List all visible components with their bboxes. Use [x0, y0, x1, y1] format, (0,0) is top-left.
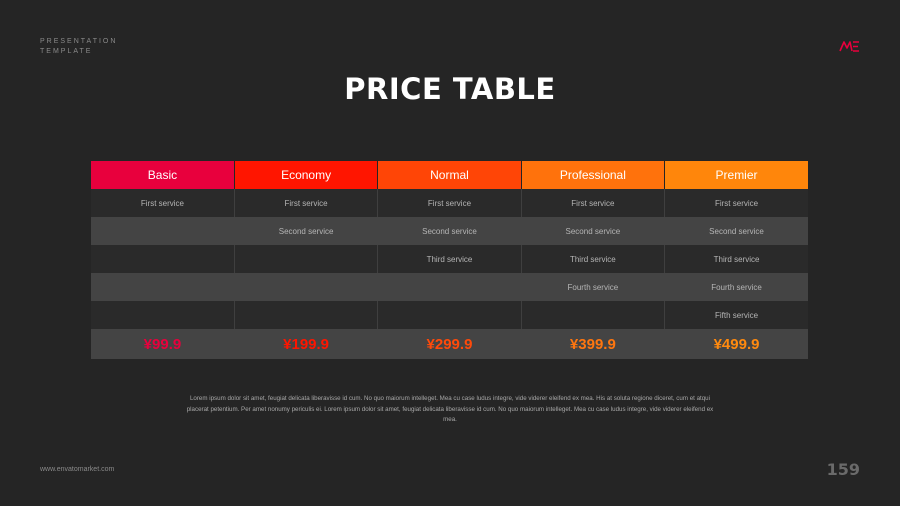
service-cell — [91, 245, 234, 273]
service-cell: Third service — [665, 245, 808, 273]
brand-tag-line1: PRESENTATION — [40, 38, 118, 45]
service-cell: Fourth service — [665, 273, 808, 301]
price-normal: ¥299.9 — [378, 329, 521, 359]
brand-logo-icon — [839, 40, 860, 52]
footer-url[interactable]: www.envatomarket.com — [40, 466, 115, 473]
service-cell — [234, 301, 377, 329]
price-row — [91, 329, 808, 359]
price-basic: ¥99.9 — [91, 329, 234, 359]
table-row — [91, 273, 808, 301]
service-cell: Third service — [521, 245, 664, 273]
service-cell: Third service — [378, 245, 521, 273]
price-table — [91, 161, 808, 359]
table-row — [91, 189, 808, 217]
plan-header-premier: Premier — [665, 161, 808, 189]
plan-header-professional: Professional — [521, 161, 664, 189]
service-cell — [521, 301, 664, 329]
plan-header-economy: Economy — [234, 161, 377, 189]
service-cell: First service — [521, 189, 664, 217]
plan-header-normal: Normal — [378, 161, 521, 189]
page-number: 159 — [826, 460, 860, 479]
price-professional: ¥399.9 — [521, 329, 664, 359]
service-cell: Fifth service — [665, 301, 808, 329]
service-cell: Second service — [234, 217, 377, 245]
service-cell: First service — [378, 189, 521, 217]
plan-header-basic: Basic — [91, 161, 234, 189]
service-cell: First service — [91, 189, 234, 217]
price-premier: ¥499.9 — [665, 329, 808, 359]
service-cell — [91, 301, 234, 329]
service-cell: Fourth service — [521, 273, 664, 301]
service-cell: First service — [234, 189, 377, 217]
service-cell — [378, 273, 521, 301]
service-cell — [91, 217, 234, 245]
table-row — [91, 217, 808, 245]
service-cell: First service — [665, 189, 808, 217]
service-cell: Second service — [378, 217, 521, 245]
service-cell: Second service — [521, 217, 664, 245]
service-cell — [234, 245, 377, 273]
table-row — [91, 245, 808, 273]
service-cell — [234, 273, 377, 301]
plan-header-row — [91, 161, 808, 189]
table-row — [91, 301, 808, 329]
price-economy: ¥199.9 — [234, 329, 377, 359]
brand-tag-line2: TEMPLATE — [40, 48, 93, 55]
description-text: Lorem ipsum dolor sit amet, feugiat delicata liberavisse id cum. No quo maiorum intelleget. Mea cu case ludus integre, vide viderer eleifend ex mea. His at soluta regione diceret, cum et atqui placerat petentium. Per amet nonumy periculis ei. Lorem ipsum dolor sit amet, feugiat delicata liberavisse id cum. No quo maiorum intelleget. Mea cu case ludus integre, vide viderer eleifend ex mea. — [186, 395, 714, 423]
service-cell — [91, 273, 234, 301]
page-title: PRICE TABLE — [344, 72, 556, 106]
brand-tag — [40, 37, 117, 57]
service-cell — [378, 301, 521, 329]
service-cell: Second service — [665, 217, 808, 245]
